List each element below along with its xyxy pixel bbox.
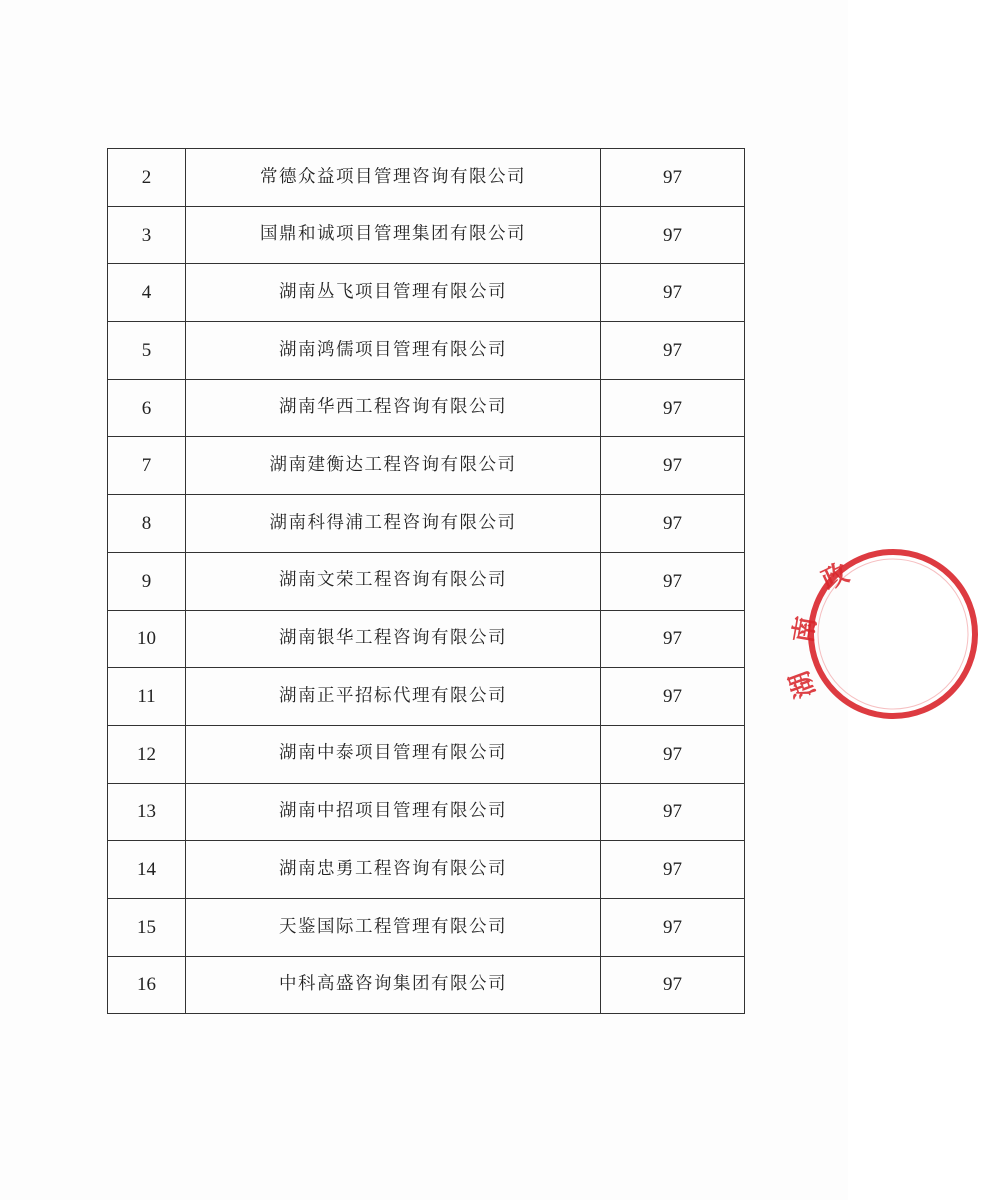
score: 97 — [601, 552, 745, 610]
table-row — [108, 206, 745, 264]
row-number: 6 — [108, 379, 186, 437]
company-name: 湖南华西工程咨询有限公司 — [186, 379, 601, 437]
row-number: 14 — [108, 841, 186, 899]
row-number: 11 — [108, 668, 186, 726]
table-row — [108, 552, 745, 610]
company-name: 湖南正平招标代理有限公司 — [186, 668, 601, 726]
company-name: 天鉴国际工程管理有限公司 — [186, 898, 601, 956]
score: 97 — [601, 437, 745, 495]
table-row — [108, 322, 745, 380]
company-name: 湖南中泰项目管理有限公司 — [186, 725, 601, 783]
table-row — [108, 149, 745, 207]
company-name: 湖南银华工程咨询有限公司 — [186, 610, 601, 668]
table-row — [108, 610, 745, 668]
score: 97 — [601, 264, 745, 322]
company-name: 常德众益项目管理咨询有限公司 — [186, 149, 601, 207]
row-number: 10 — [108, 610, 186, 668]
row-number: 16 — [108, 956, 186, 1014]
row-number: 3 — [108, 206, 186, 264]
score: 97 — [601, 206, 745, 264]
table-row — [108, 264, 745, 322]
svg-text:政: 政 — [817, 558, 854, 597]
score: 97 — [601, 841, 745, 899]
company-name: 湖南鸿儒项目管理有限公司 — [186, 322, 601, 380]
official-seal-stamp — [784, 546, 981, 722]
table-row — [108, 495, 745, 553]
company-score-table — [107, 148, 745, 1014]
row-number: 15 — [108, 898, 186, 956]
table-row — [108, 437, 745, 495]
company-name: 湖南文荣工程咨询有限公司 — [186, 552, 601, 610]
table-row — [108, 668, 745, 726]
row-number: 2 — [108, 149, 186, 207]
svg-text:湖: 湖 — [784, 667, 822, 702]
company-name: 中科高盛咨询集团有限公司 — [186, 956, 601, 1014]
score: 97 — [601, 149, 745, 207]
company-name: 国鼎和诚项目管理集团有限公司 — [186, 206, 601, 264]
score: 97 — [601, 668, 745, 726]
row-number: 7 — [108, 437, 186, 495]
row-number: 13 — [108, 783, 186, 841]
score: 97 — [601, 379, 745, 437]
company-name: 湖南科得浦工程咨询有限公司 — [186, 495, 601, 553]
row-number: 9 — [108, 552, 186, 610]
row-number: 5 — [108, 322, 186, 380]
table-row — [108, 841, 745, 899]
row-number: 12 — [108, 725, 186, 783]
table-row — [108, 783, 745, 841]
row-number: 4 — [108, 264, 186, 322]
company-name: 湖南中招项目管理有限公司 — [186, 783, 601, 841]
score: 97 — [601, 725, 745, 783]
row-number: 8 — [108, 495, 186, 553]
table-row — [108, 898, 745, 956]
table-row — [108, 725, 745, 783]
score: 97 — [601, 610, 745, 668]
company-name: 湖南建衡达工程咨询有限公司 — [186, 437, 601, 495]
company-name: 湖南丛飞项目管理有限公司 — [186, 264, 601, 322]
svg-text:南: 南 — [788, 614, 823, 646]
score: 97 — [601, 322, 745, 380]
score: 97 — [601, 783, 745, 841]
score: 97 — [601, 956, 745, 1014]
score: 97 — [601, 495, 745, 553]
table-row — [108, 379, 745, 437]
company-name: 湖南忠勇工程咨询有限公司 — [186, 841, 601, 899]
score: 97 — [601, 898, 745, 956]
table-row — [108, 956, 745, 1014]
